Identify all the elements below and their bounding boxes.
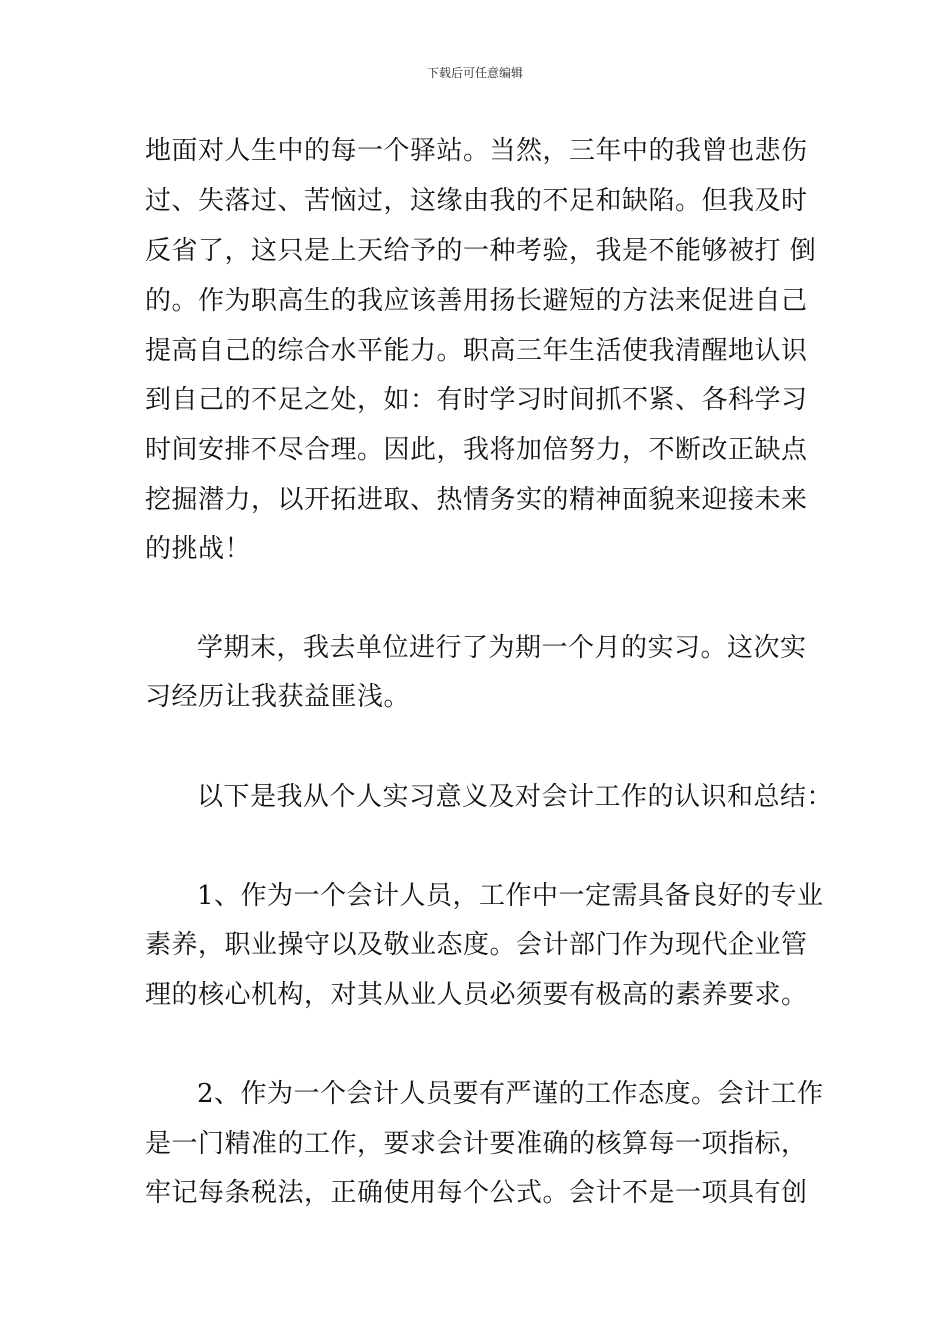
paragraph-line: 的挑战！ <box>145 534 252 564</box>
paragraph-line: 素养，职业操守以及敬业态度。会计部门作为现代企业管 <box>145 930 808 960</box>
paragraph-line: 2、作为一个会计人员要有严谨的工作态度。会计工作 <box>197 1079 824 1109</box>
paragraph-line: 地面对人生中的每一个驿站。当然，三年中的我曾也悲伤 <box>145 136 808 166</box>
paragraph-line: 以下是我从个人实习意义及对会计工作的认识和总结： <box>197 782 834 812</box>
paragraph-line: 学期末，我去单位进行了为期一个月的实习。这次实 <box>197 633 807 663</box>
paragraph-line: 1、作为一个会计人员，工作中一定需具备良好的专业 <box>197 881 824 911</box>
paragraph-line: 牢记每条税法，正确使用每个公式。会计不是一项具有创 <box>145 1178 808 1208</box>
page-header: 下载后可任意编辑 <box>426 66 523 80</box>
paragraph-line: 习经历让我获益匪浅。 <box>145 682 411 712</box>
paragraph-line: 时间安排不尽合理。因此，我将加倍努力，不断改正缺点 <box>145 435 808 465</box>
paragraph-line: 挖掘潜力，以开拓进取、热情务实的精神面貌来迎接未来 <box>145 485 808 515</box>
paragraph-line: 提高自己的综合水平能力。职高三年生活使我清醒地认识 <box>145 336 808 366</box>
paragraph-line: 反省了，这只是上天给予的一种考验，我是不能够被打 倒 <box>145 236 817 266</box>
paragraph-line: 理的核心机构，对其从业人员必须要有极高的素养要求。 <box>145 980 808 1010</box>
paragraph-line: 的。作为职高生的我应该善用扬长避短的方法来促进自己 <box>145 286 808 316</box>
paragraph-line: 是一门精准的工作，要求会计要准确的核算每一项指标， <box>145 1129 808 1159</box>
paragraph-line: 到自己的不足之处，如：有时学习时间抓不紧、各科学习 <box>145 385 808 415</box>
paragraph-line: 过、失落过、苦恼过，这缘由我的不足和缺陷。但我及时 <box>145 186 808 216</box>
